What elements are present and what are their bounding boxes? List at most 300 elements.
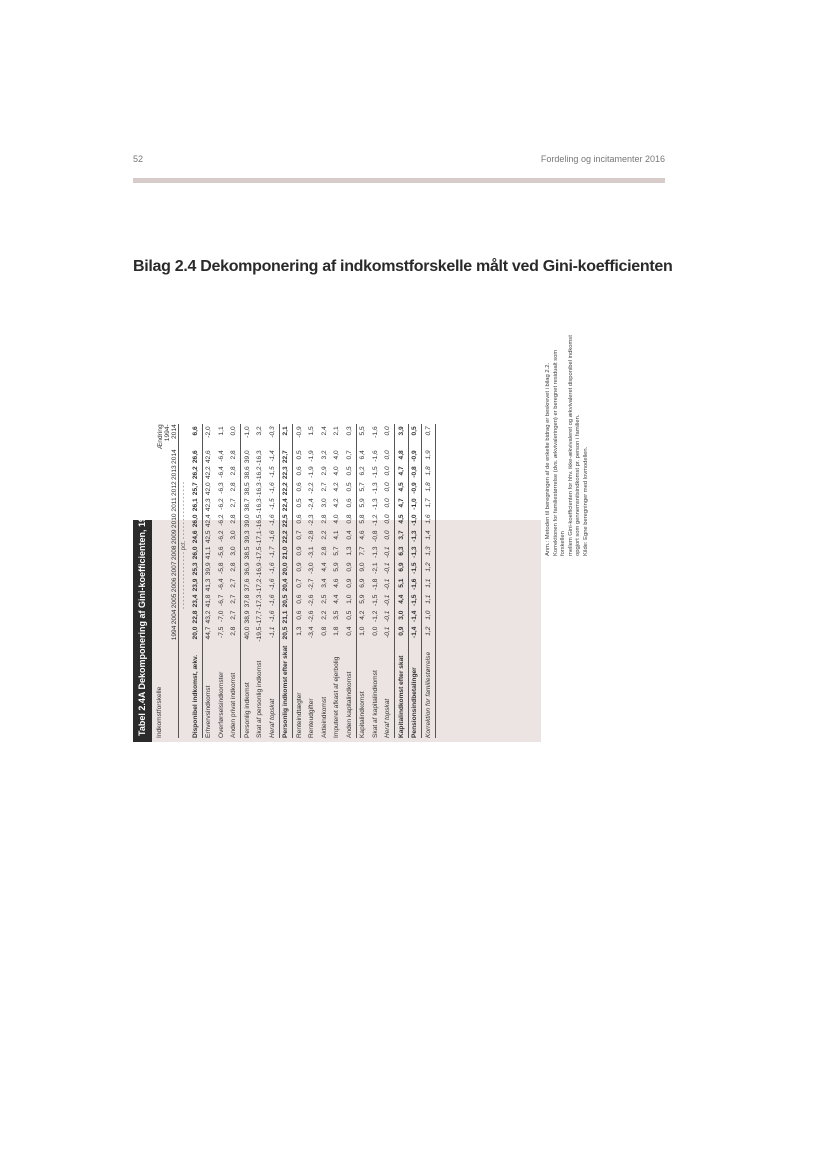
table-cell: -3,0 — [308, 562, 316, 574]
table-cell: 4,4 — [320, 562, 328, 572]
table-row — [215, 424, 228, 738]
table-cell: 0,6 — [293, 594, 306, 610]
table-cell: -3,1 — [308, 546, 316, 558]
table-cell: 2,8 — [320, 546, 328, 556]
page-number: 52 — [133, 154, 144, 164]
row-label: Anden kapitalindkomst — [345, 671, 353, 738]
unit-row — [179, 424, 190, 738]
table-cell: 43,2 — [202, 610, 215, 626]
table-cell: -1,2 — [371, 610, 379, 622]
row-label: Erhvervsindkomst — [202, 642, 215, 738]
table-cell: 5,9 — [356, 497, 369, 513]
table-cell: 2,8 — [230, 626, 238, 636]
table-cell: -2,6 — [308, 594, 316, 606]
row-label: Imputeret afkast af ejerbolig — [333, 656, 341, 738]
table-cell: 41,1 — [202, 545, 215, 561]
table-cell: -0,9 — [408, 449, 422, 465]
table-cell: 1,0 — [422, 610, 436, 626]
table-cell: -1,4 — [408, 626, 422, 642]
table-cell: 1,0 — [356, 626, 369, 642]
year-header: 2006 — [156, 578, 179, 594]
table-cell: 1,4 — [422, 529, 436, 545]
table-cell: 2,9 — [320, 466, 328, 476]
table-cell: 1,1 — [422, 594, 436, 610]
table-row — [395, 424, 409, 738]
table-cell: -6,3 — [217, 482, 225, 494]
row-label: Kapitalindkomst — [356, 642, 369, 738]
table-cell: 0,6 — [293, 610, 306, 626]
table-cell: -1,6 — [371, 450, 379, 462]
table-cell: 24,6 — [191, 530, 199, 544]
table-cell: -1,6 — [268, 562, 276, 574]
row-label: Heraf topskat — [384, 698, 392, 738]
table-cell: -1,5 — [408, 562, 422, 578]
table-cell: -6,2 — [217, 514, 225, 526]
table-cell: -6,4 — [217, 578, 225, 590]
table-cell: -5,6 — [217, 546, 225, 558]
table-row — [189, 424, 202, 738]
table-cell: 26,6 — [191, 450, 199, 464]
table-cell: 26,2 — [191, 466, 199, 480]
table-cell: 3,0 — [230, 530, 238, 540]
change-cell: -0,3 — [268, 426, 276, 438]
table-cell: 0,0 — [384, 498, 392, 508]
table-cell: 0,9 — [345, 562, 353, 572]
change-cell: 2,1 — [333, 426, 341, 436]
table-cell: 6,2 — [356, 465, 369, 481]
table-row — [306, 424, 319, 738]
table-cell: 2,8 — [230, 482, 238, 492]
table-cell: 22,8 — [191, 610, 199, 624]
row-label: Overførselsindkomster — [217, 671, 225, 738]
table-cell: -1,6 — [268, 578, 276, 590]
table-cell: 1,3 — [345, 546, 353, 556]
table-row — [241, 424, 254, 738]
table-cell: 4,6 — [356, 529, 369, 545]
table-cell: 4,7 — [395, 497, 409, 513]
change-cell: 0,0 — [230, 426, 238, 436]
table-cell: -0,8 — [408, 465, 422, 481]
table-row — [266, 424, 279, 738]
table-cell: 4,4 — [333, 594, 341, 604]
row-label: Korrektion for familiestørrelse — [422, 642, 436, 738]
table-cell: 22,3 — [279, 465, 293, 481]
table-cell: 2,7 — [230, 498, 238, 508]
table-cell: -17,1 — [256, 530, 264, 546]
table-cell: 20,5 — [279, 626, 293, 642]
table-cell: 22,5 — [279, 513, 293, 529]
row-label: Skat af personlig indkomst — [256, 660, 264, 738]
table-cell: 22,4 — [279, 497, 293, 513]
change-cell: 2,1 — [279, 424, 293, 449]
table-cell: 21,1 — [279, 610, 293, 626]
table-row — [293, 424, 306, 738]
table-cell: 0,0 — [384, 466, 392, 476]
year-header: 2013 — [156, 465, 179, 481]
row-label: Kapitalindkomst efter skat — [395, 642, 409, 738]
table-cell: 1,6 — [422, 513, 436, 529]
table-cell: -1,0 — [408, 513, 422, 529]
table-row — [331, 424, 344, 738]
table-row — [382, 424, 395, 738]
row-label: Renteudgifter — [308, 698, 316, 738]
table-cell: -16,2 — [256, 466, 264, 482]
table-cell: -1,6 — [268, 530, 276, 542]
table-cell: 22,2 — [279, 529, 293, 545]
table-cell: 1,9 — [422, 449, 436, 465]
table-cell: 1,8 — [422, 465, 436, 481]
table-cell: -17,5 — [256, 546, 264, 562]
table-cell: -1,5 — [371, 594, 379, 606]
table-cell: -1,4 — [268, 450, 276, 462]
table-header-row — [156, 424, 179, 738]
table-cell: 22,2 — [279, 481, 293, 497]
table-cell: 1,3 — [293, 626, 306, 642]
table-cell: 3,4 — [320, 578, 328, 588]
table-cell: 0,5 — [345, 466, 353, 476]
table-cell: 42,0 — [202, 481, 215, 497]
table-cell: -1,5 — [371, 466, 379, 478]
table-row — [422, 424, 436, 738]
year-header: 2009 — [156, 529, 179, 545]
table-cell: 1,3 — [422, 545, 436, 561]
table-cell: 4,5 — [395, 513, 409, 529]
note-line: Anm.: Metoden til beregningen af de enkelte bidrag er beskrevet i bilag 2.2. Korrektionen for familiestørrelse (dvs. ækvivaleringen) er beregnet residualt som forskellen — [545, 349, 567, 556]
table-cell: -1,6 — [268, 610, 276, 622]
table-row — [318, 424, 331, 738]
table-cell: 22,7 — [279, 449, 293, 465]
change-column-header: Ændring 1994-2014 — [157, 424, 178, 450]
table-cell: 0,8 — [345, 514, 353, 524]
row-label: Heraf topskat — [268, 698, 276, 738]
page-title: Bilag 2.4 Dekomponering af indkomstforskelle målt ved Gini-koefficienten — [133, 258, 673, 275]
header-rule — [133, 178, 665, 183]
table-cell: -1,6 — [268, 594, 276, 606]
table-cell: 0,7 — [293, 578, 306, 594]
table-cell: 2,7 — [230, 610, 238, 620]
table-cell: 42,2 — [202, 465, 215, 481]
table-cell: 2,7 — [320, 482, 328, 492]
table-cell: 41,3 — [202, 578, 215, 594]
table-cell: 0,6 — [293, 513, 306, 529]
table-cell: 0,4 — [345, 530, 353, 540]
table-cell: -5,8 — [217, 562, 225, 574]
year-header: 2005 — [156, 594, 179, 610]
table-cell: 3,0 — [230, 546, 238, 556]
row-label: Skat af kapitalindkomst — [371, 670, 379, 738]
table-cell: 38,5 — [241, 481, 254, 497]
table-cell: 42,5 — [202, 529, 215, 545]
table-row — [279, 424, 293, 738]
table-cell: 20,0 — [191, 626, 199, 640]
table-cell: 0,0 — [371, 626, 379, 636]
table-panel — [133, 424, 541, 742]
year-header: 1994 — [156, 626, 179, 642]
year-header: 2011 — [156, 497, 179, 513]
table-cell: 9,0 — [356, 562, 369, 578]
table-row — [369, 424, 382, 738]
row-label: Anden privat indkomst — [230, 672, 238, 738]
table-cell: 37,6 — [241, 578, 254, 594]
table-row — [228, 424, 241, 738]
table-body — [152, 424, 541, 742]
table-cell: 2,5 — [320, 594, 328, 604]
table-cell: -1,5 — [268, 466, 276, 478]
table-cell: -1,4 — [408, 610, 422, 626]
table-cell: -2,8 — [308, 530, 316, 542]
table-cell: -17,2 — [256, 578, 264, 594]
table-cell: -1,3 — [371, 482, 379, 494]
table-cell: 5,7 — [356, 481, 369, 497]
change-cell: 0,3 — [345, 426, 353, 436]
table-cell: 5,9 — [356, 594, 369, 610]
table-cell: 3,0 — [320, 498, 328, 508]
change-cell: -2,0 — [202, 424, 215, 449]
table-cell: -1,7 — [268, 546, 276, 558]
table-cell: 2,7 — [230, 594, 238, 604]
table-cell: 36,9 — [241, 562, 254, 578]
table-cell: 1,0 — [345, 594, 353, 604]
table-cell: -0,1 — [384, 562, 392, 574]
change-cell: 1,5 — [308, 426, 316, 436]
table-cell: 0,6 — [293, 465, 306, 481]
table-cell: -0,1 — [384, 594, 392, 606]
table-cell: 1,2 — [422, 626, 436, 642]
table-cell: 21,0 — [279, 545, 293, 561]
table-cell: 4,2 — [333, 482, 341, 492]
table-cell: 0,5 — [345, 482, 353, 492]
table-cell: -6,4 — [217, 466, 225, 478]
table-cell: 4,7 — [395, 465, 409, 481]
table-cell: -1,6 — [408, 578, 422, 594]
table-cell: -1,2 — [371, 514, 379, 526]
change-cell: 3,2 — [256, 426, 264, 436]
table-rows — [179, 424, 436, 738]
change-cell: 1,1 — [217, 426, 225, 436]
row-label: Personlig indkomst — [241, 642, 254, 738]
table-cell: -17,7 — [256, 610, 264, 626]
table-cell: -2,6 — [308, 610, 316, 622]
table-cell: 38,9 — [241, 610, 254, 626]
table-cell: 3,0 — [395, 610, 409, 626]
table-cell: 0,0 — [384, 450, 392, 460]
table-cell: 20,4 — [279, 578, 293, 594]
table-cell: -0,9 — [408, 481, 422, 497]
year-header: 2004 — [156, 610, 179, 626]
table-cell: 2,2 — [320, 610, 328, 620]
change-cell: 3,9 — [395, 424, 409, 449]
source-line: Kilde: Egne beregninger med lovmodellen. — [582, 446, 589, 556]
table-cell: -2,1 — [371, 562, 379, 574]
table-cell: 3,5 — [333, 610, 341, 620]
table-row — [343, 424, 356, 738]
table-cell: 2,8 — [230, 562, 238, 572]
table-cell: 4,2 — [356, 610, 369, 626]
table-cell: 4,1 — [333, 530, 341, 540]
table-cell: 4,0 — [333, 450, 341, 460]
table-cell: 1,7 — [422, 497, 436, 513]
table-cell: -7,5 — [217, 626, 225, 638]
table-cell: 20,5 — [279, 594, 293, 610]
running-title: Fordeling og incitamenter 2016 — [540, 154, 665, 164]
table-cell: 25,7 — [191, 482, 199, 496]
table-cell: -6,2 — [217, 498, 225, 510]
table-cell: 4,0 — [333, 466, 341, 476]
table-cell: 39,3 — [241, 529, 254, 545]
table-cell: 6,9 — [356, 578, 369, 594]
table-row — [254, 424, 267, 738]
table-cell: 0,5 — [293, 449, 306, 465]
table-cell: 2,8 — [320, 514, 328, 524]
table-cell: 1,1 — [422, 578, 436, 594]
change-cell: -1,6 — [371, 426, 379, 438]
table-cell: -16,9 — [256, 562, 264, 578]
change-cell: 0,7 — [422, 424, 436, 449]
table-cell: 39,0 — [241, 449, 254, 465]
year-header: 2008 — [156, 545, 179, 561]
table-cell: -1,5 — [268, 498, 276, 510]
table-cell: -1,9 — [308, 450, 316, 462]
change-cell: 6,6 — [191, 426, 199, 436]
table-cell: -0,1 — [384, 578, 392, 590]
year-header: 2012 — [156, 481, 179, 497]
table-cell: 25,3 — [191, 562, 199, 576]
table-cell: 6,4 — [356, 449, 369, 465]
table-cell: 4,0 — [333, 514, 341, 524]
table-cell: 0,9 — [293, 562, 306, 578]
table-cell: 37,8 — [241, 594, 254, 610]
table-row — [356, 424, 369, 738]
table-cell: 0,0 — [384, 530, 392, 540]
table-cell: -1,5 — [408, 594, 422, 610]
table-cell: 42,3 — [202, 497, 215, 513]
table-cell: 0,7 — [345, 450, 353, 460]
table-cell: 2,8 — [230, 450, 238, 460]
table-cell: 23,9 — [191, 578, 199, 592]
table-cell: 42,4 — [202, 513, 215, 529]
table-cell: 2,2 — [320, 530, 328, 540]
table-cell: 26,1 — [191, 498, 199, 512]
table-cell: 2,8 — [230, 466, 238, 476]
table-cell: 0,6 — [293, 481, 306, 497]
row-label: Pensionsindbetalinger — [408, 642, 422, 738]
table-cell: 26,0 — [191, 546, 199, 560]
table-cell: 5,8 — [356, 513, 369, 529]
table-caption: Tabel 2.4A Dekomponering af Gini-koefficienten, 1994-2014 — [133, 520, 152, 742]
table-cell: 7,7 — [356, 545, 369, 561]
table-cell: -6,2 — [217, 530, 225, 542]
table-cell: -1,6 — [268, 482, 276, 494]
change-cell: -1,0 — [241, 424, 254, 449]
unit-label: - - - - - - - - - - - - - - - - pct. - - - - - - - - - - - - - - - - — [181, 482, 187, 609]
table-cell: 5,1 — [395, 578, 409, 594]
table-cell: 38,5 — [241, 545, 254, 561]
table-cell: 23,4 — [191, 594, 199, 608]
table-cell: -16,3 — [256, 498, 264, 514]
change-cell: -0,9 — [293, 424, 306, 449]
table-cell: 38,7 — [241, 497, 254, 513]
table-cell: -6,4 — [217, 450, 225, 462]
table-cell: 5,9 — [333, 562, 341, 572]
table-cell: 0,5 — [345, 610, 353, 620]
table-cell: -0,1 — [384, 546, 392, 558]
table-cell: 0,0 — [384, 482, 392, 492]
table-cell: -16,5 — [256, 514, 264, 530]
row-label: Aktieindkomst — [320, 696, 328, 738]
table-cell: -16,3 — [256, 482, 264, 498]
table-cell: 1,8 — [333, 626, 341, 636]
year-header: 2014 — [156, 449, 179, 465]
change-cell: 2,4 — [320, 426, 328, 436]
table-cell: 4,2 — [333, 498, 341, 508]
table-cell: -1,3 — [408, 545, 422, 561]
table-cell: 5,7 — [333, 546, 341, 556]
gini-table — [156, 424, 436, 738]
table-cell: -1,0 — [408, 497, 422, 513]
table-cell: 0,9 — [395, 626, 409, 642]
table-cell: -16,3 — [256, 450, 264, 466]
table-cell: 3,7 — [395, 529, 409, 545]
table-cell: -0,1 — [384, 626, 392, 638]
year-header: 2007 — [156, 562, 179, 578]
table-cell: 39,0 — [241, 513, 254, 529]
table-cell: -2,4 — [308, 498, 316, 510]
table-cell: 40,0 — [241, 626, 254, 642]
table-cell: -19,5 — [256, 626, 264, 642]
table-cell: 0,7 — [293, 529, 306, 545]
table-cell: -2,2 — [308, 482, 316, 494]
table-cell: -6,7 — [217, 594, 225, 606]
table-cell: -1,3 — [408, 529, 422, 545]
table-cell: 0,9 — [293, 545, 306, 561]
table-notes — [545, 334, 589, 556]
table-cell: -1,1 — [268, 626, 276, 638]
row-label: Personlig indkomst efter skat — [279, 642, 293, 738]
table-cell: 2,7 — [230, 578, 238, 588]
table-cell: 1,8 — [422, 481, 436, 497]
rotated-table-block — [133, 334, 541, 738]
change-cell: 0,5 — [408, 424, 422, 449]
table-cell: 4,5 — [395, 481, 409, 497]
table-cell: 0,0 — [384, 514, 392, 524]
table-cell: -2,7 — [308, 578, 316, 590]
table-cell: 20,0 — [279, 562, 293, 578]
table-cell: -0,8 — [371, 530, 379, 542]
row-label: Disponibel indkomst, ækv. — [191, 654, 199, 738]
table-cell: 4,4 — [395, 594, 409, 610]
table-row — [202, 424, 215, 738]
table-cell: 6,9 — [395, 562, 409, 578]
table-cell: -7,0 — [217, 610, 225, 622]
table-cell: 42,6 — [202, 449, 215, 465]
table-cell: -17,3 — [256, 594, 264, 610]
table-cell: -1,9 — [308, 466, 316, 478]
table-cell: -3,4 — [308, 626, 316, 638]
table-cell: -1,8 — [371, 578, 379, 590]
table-cell: 39,9 — [202, 562, 215, 578]
table-row — [408, 424, 422, 738]
table-cell: 2,8 — [230, 514, 238, 524]
table-cell: 0,5 — [293, 497, 306, 513]
table-cell: -1,3 — [371, 498, 379, 510]
table-cell: 0,4 — [345, 626, 353, 636]
table-cell: 4,8 — [395, 449, 409, 465]
table-cell: 0,9 — [345, 578, 353, 588]
year-header: 2010 — [156, 513, 179, 529]
row-label: Renteindtægter — [293, 642, 306, 738]
table-cell: 26,0 — [191, 514, 199, 528]
table-cell: -1,6 — [268, 514, 276, 526]
